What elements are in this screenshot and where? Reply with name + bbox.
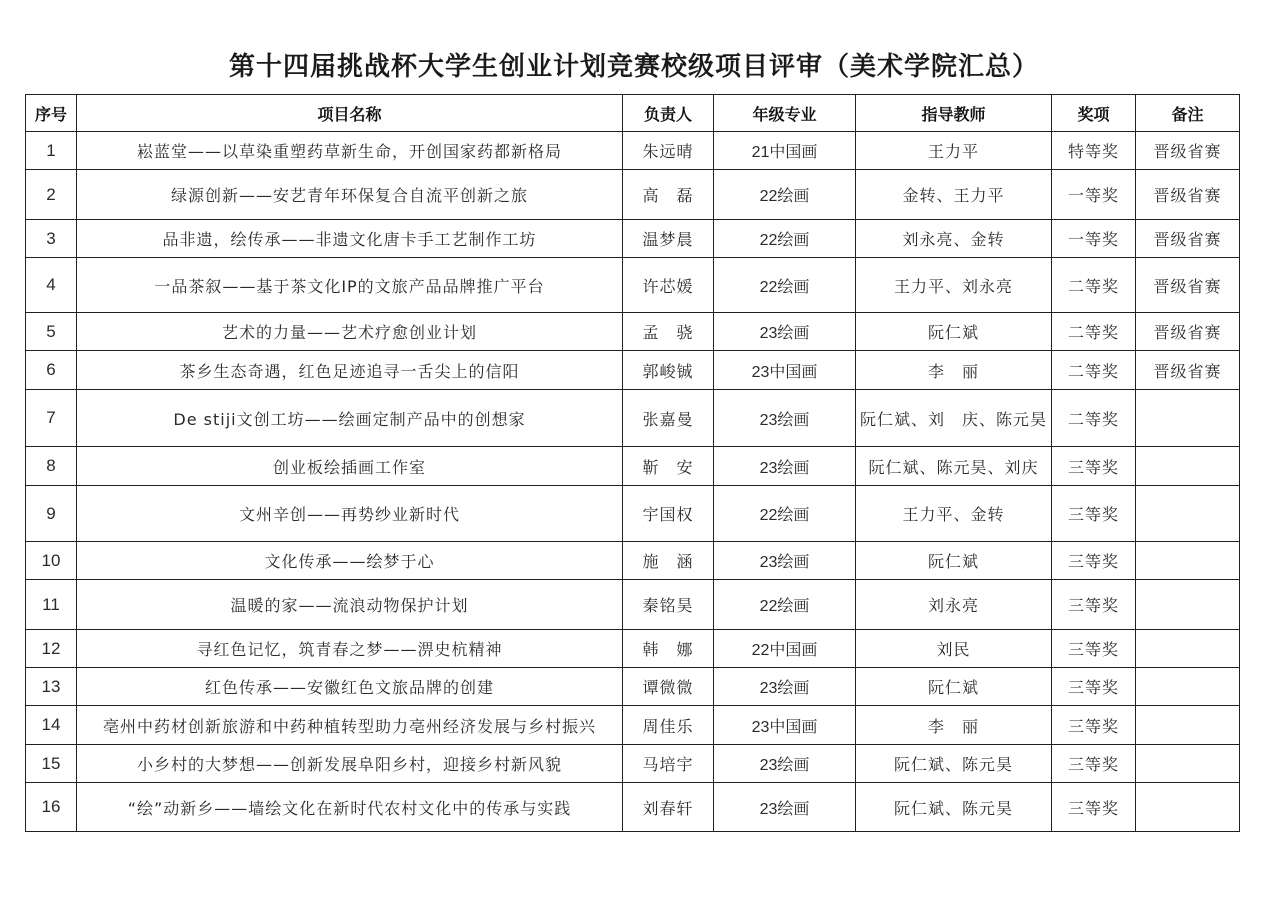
table-row (26, 783, 1240, 832)
cell-leader: 施 涵 (623, 542, 714, 580)
cell-project: 文州辛创——再势纱业新时代 (77, 486, 623, 542)
table-row (26, 351, 1240, 390)
cell-teacher: 阮仁斌 (856, 668, 1052, 706)
cell-award: 三等奖 (1052, 706, 1136, 745)
cell-leader: 孟 骁 (623, 313, 714, 351)
cell-award: 二等奖 (1052, 390, 1136, 447)
cell-award: 三等奖 (1052, 783, 1136, 832)
cell-note: 晋级省赛 (1136, 170, 1240, 220)
cell-index: 4 (26, 258, 77, 313)
column-header-project: 项目名称 (77, 95, 623, 132)
cell-teacher: 刘永亮、金转 (856, 220, 1052, 258)
cell-leader: 温梦晨 (623, 220, 714, 258)
table-row (26, 447, 1240, 486)
column-header-award: 奖项 (1052, 95, 1136, 132)
table-row (26, 745, 1240, 783)
cell-note (1136, 447, 1240, 486)
cell-project: 文化传承——绘梦于心 (77, 542, 623, 580)
cell-leader: 宇国权 (623, 486, 714, 542)
cell-project: 艺术的力量——艺术疗愈创业计划 (77, 313, 623, 351)
cell-project: 一品茶叙——基于茶文化IP的文旅产品品牌推广平台 (77, 258, 623, 313)
cell-leader: 张嘉曼 (623, 390, 714, 447)
cell-grade: 23绘画 (714, 542, 856, 580)
cell-grade: 23绘画 (714, 745, 856, 783)
cell-index: 8 (26, 447, 77, 486)
cell-grade: 22绘画 (714, 486, 856, 542)
column-header-grade: 年级专业 (714, 95, 856, 132)
cell-leader: 郭峻铖 (623, 351, 714, 390)
cell-project: 红色传承——安徽红色文旅品牌的创建 (77, 668, 623, 706)
cell-leader: 高 磊 (623, 170, 714, 220)
cell-grade: 23绘画 (714, 447, 856, 486)
cell-project: 绿源创新——安艺青年环保复合自流平创新之旅 (77, 170, 623, 220)
cell-award: 特等奖 (1052, 132, 1136, 170)
cell-index: 9 (26, 486, 77, 542)
cell-grade: 22绘画 (714, 220, 856, 258)
cell-index: 5 (26, 313, 77, 351)
cell-leader: 马培宇 (623, 745, 714, 783)
column-header-teacher: 指导教师 (856, 95, 1052, 132)
cell-award: 三等奖 (1052, 447, 1136, 486)
cell-teacher: 王力平 (856, 132, 1052, 170)
column-header-leader: 负责人 (623, 95, 714, 132)
cell-index: 11 (26, 580, 77, 630)
cell-teacher: 刘民 (856, 630, 1052, 668)
cell-teacher: 阮仁斌、刘 庆、陈元昊 (856, 390, 1052, 447)
table-row (26, 580, 1240, 630)
cell-award: 三等奖 (1052, 668, 1136, 706)
cell-grade: 21中国画 (714, 132, 856, 170)
cell-leader: 谭微微 (623, 668, 714, 706)
table-row (26, 390, 1240, 447)
cell-index: 13 (26, 668, 77, 706)
cell-teacher: 李 丽 (856, 351, 1052, 390)
cell-grade: 22绘画 (714, 580, 856, 630)
cell-note: 晋级省赛 (1136, 258, 1240, 313)
cell-index: 3 (26, 220, 77, 258)
cell-teacher: 阮仁斌、陈元昊 (856, 745, 1052, 783)
cell-teacher: 王力平、金转 (856, 486, 1052, 542)
column-header-index: 序号 (26, 95, 77, 132)
cell-grade: 23中国画 (714, 706, 856, 745)
table-row (26, 486, 1240, 542)
cell-index: 10 (26, 542, 77, 580)
cell-project: 温暖的家——流浪动物保护计划 (77, 580, 623, 630)
table-header-row (26, 95, 1240, 132)
cell-teacher: 李 丽 (856, 706, 1052, 745)
cell-leader: 许芯媛 (623, 258, 714, 313)
cell-award: 三等奖 (1052, 486, 1136, 542)
cell-grade: 22绘画 (714, 258, 856, 313)
cell-grade: 23绘画 (714, 668, 856, 706)
cell-grade: 23绘画 (714, 390, 856, 447)
cell-note: 晋级省赛 (1136, 220, 1240, 258)
cell-note (1136, 542, 1240, 580)
cell-teacher: 金转、王力平 (856, 170, 1052, 220)
cell-index: 14 (26, 706, 77, 745)
cell-award: 二等奖 (1052, 313, 1136, 351)
table-row (26, 706, 1240, 745)
cell-index: 1 (26, 132, 77, 170)
cell-award: 三等奖 (1052, 630, 1136, 668)
table-row (26, 170, 1240, 220)
cell-index: 6 (26, 351, 77, 390)
cell-teacher: 阮仁斌 (856, 313, 1052, 351)
page-title: 第十四届挑战杯大学生创业计划竞赛校级项目评审（美术学院汇总） (228, 52, 1039, 82)
cell-note: 晋级省赛 (1136, 132, 1240, 170)
table-row (26, 542, 1240, 580)
cell-index: 2 (26, 170, 77, 220)
cell-note (1136, 390, 1240, 447)
cell-note (1136, 745, 1240, 783)
cell-award: 一等奖 (1052, 220, 1136, 258)
cell-award: 三等奖 (1052, 542, 1136, 580)
cell-project: De stiji文创工坊——绘画定制产品中的创想家 (77, 390, 623, 447)
results-table (25, 94, 1240, 832)
cell-grade: 22绘画 (714, 170, 856, 220)
cell-project: 小乡村的大梦想——创新发展阜阳乡村，迎接乡村新风貌 (77, 745, 623, 783)
cell-teacher: 阮仁斌、陈元昊、刘庆 (856, 447, 1052, 486)
cell-project: 崧蓝堂——以草染重塑药草新生命，开创国家药都新格局 (77, 132, 623, 170)
cell-note (1136, 706, 1240, 745)
cell-note (1136, 668, 1240, 706)
cell-teacher: 刘永亮 (856, 580, 1052, 630)
cell-project: 品非遗，绘传承——非遗文化唐卡手工艺制作工坊 (77, 220, 623, 258)
cell-leader: 周佳乐 (623, 706, 714, 745)
cell-teacher: 阮仁斌、陈元昊 (856, 783, 1052, 832)
table-row (26, 630, 1240, 668)
cell-project: 创业板绘插画工作室 (77, 447, 623, 486)
cell-award: 一等奖 (1052, 170, 1136, 220)
cell-teacher: 王力平、刘永亮 (856, 258, 1052, 313)
cell-grade: 23中国画 (714, 351, 856, 390)
table-row (26, 220, 1240, 258)
cell-index: 12 (26, 630, 77, 668)
cell-grade: 22中国画 (714, 630, 856, 668)
table-row (26, 258, 1240, 313)
table-row (26, 132, 1240, 170)
cell-award: 三等奖 (1052, 745, 1136, 783)
cell-project: 茶乡生态奇遇，红色足迹追寻一舌尖上的信阳 (77, 351, 623, 390)
cell-leader: 韩 娜 (623, 630, 714, 668)
table-row (26, 313, 1240, 351)
cell-note (1136, 486, 1240, 542)
cell-leader: 秦铭昊 (623, 580, 714, 630)
cell-index: 7 (26, 390, 77, 447)
cell-award: 三等奖 (1052, 580, 1136, 630)
table-row (26, 668, 1240, 706)
cell-award: 二等奖 (1052, 258, 1136, 313)
cell-leader: 靳 安 (623, 447, 714, 486)
cell-leader: 刘春轩 (623, 783, 714, 832)
cell-teacher: 阮仁斌 (856, 542, 1052, 580)
cell-project: “绘”动新乡——墙绘文化在新时代农村文化中的传承与实践 (77, 783, 623, 832)
cell-project: 寻红色记忆，筑青春之梦——淠史杭精神 (77, 630, 623, 668)
cell-note (1136, 580, 1240, 630)
cell-note (1136, 630, 1240, 668)
cell-project: 亳州中药材创新旅游和中药种植转型助力亳州经济发展与乡村振兴 (77, 706, 623, 745)
cell-note: 晋级省赛 (1136, 313, 1240, 351)
cell-index: 15 (26, 745, 77, 783)
cell-index: 16 (26, 783, 77, 832)
cell-note (1136, 783, 1240, 832)
cell-note: 晋级省赛 (1136, 351, 1240, 390)
column-header-note: 备注 (1136, 95, 1240, 132)
cell-grade: 23绘画 (714, 313, 856, 351)
cell-award: 二等奖 (1052, 351, 1136, 390)
cell-leader: 朱远晴 (623, 132, 714, 170)
cell-grade: 23绘画 (714, 783, 856, 832)
